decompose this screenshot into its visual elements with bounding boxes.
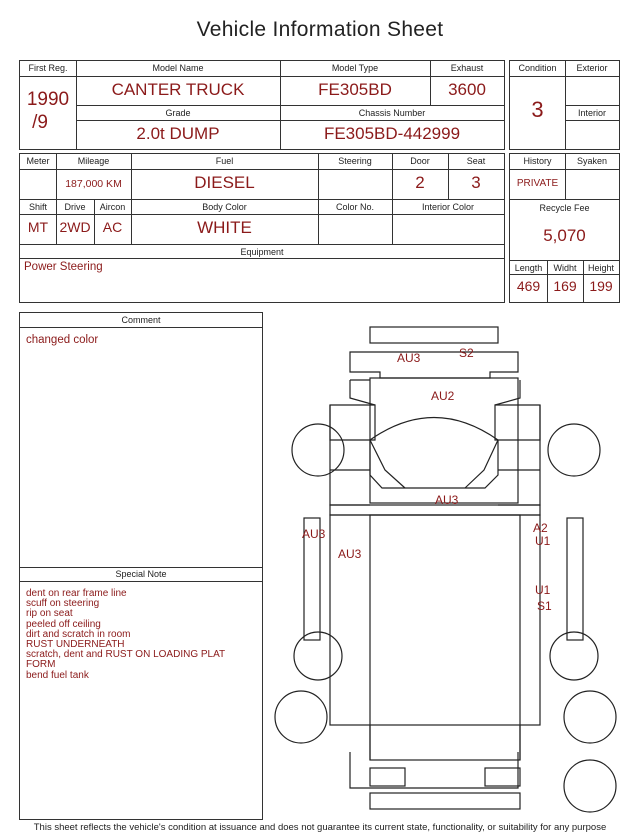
recycle-value: 5,070 bbox=[543, 226, 586, 245]
shift-value: MT bbox=[27, 219, 49, 235]
wheel-mid-left bbox=[294, 632, 342, 680]
recycle-label: Recycle Fee bbox=[539, 203, 590, 213]
width-label: Widht bbox=[553, 263, 577, 273]
equipment-value: Power Steering bbox=[24, 261, 103, 273]
seat-label: Seat bbox=[466, 156, 486, 166]
wheel-spare bbox=[564, 760, 616, 812]
steering-label: Steering bbox=[338, 156, 372, 166]
damage-marks bbox=[302, 346, 552, 613]
body-color-label: Body Color bbox=[202, 202, 247, 212]
comment-label: Comment bbox=[121, 315, 161, 325]
chassis-label: Chassis Number bbox=[358, 108, 426, 118]
width-value: 169 bbox=[553, 278, 577, 294]
special-note-line: scratch, dent and RUST ON LOADING PLAT bbox=[26, 649, 226, 661]
special-note-line: scuff on steering bbox=[26, 598, 100, 610]
wheel-rear-right bbox=[564, 691, 616, 743]
grade-label: Grade bbox=[165, 108, 191, 118]
aircon-label: Aircon bbox=[99, 202, 126, 212]
shift-label: Shift bbox=[28, 202, 47, 212]
interior-color-label: Interior Color bbox=[421, 202, 475, 212]
disclaimer-footer: This sheet reflects the vehicle's condition at issuance and does not guarantee its current state, functionality, or suitability for any purpose bbox=[33, 822, 607, 833]
sheet-title: Vehicle Information Sheet bbox=[196, 18, 444, 41]
aircon-value: AC bbox=[102, 219, 123, 235]
special-note-line: dirt and scratch in room bbox=[26, 628, 131, 640]
condition-label: Condition bbox=[518, 63, 557, 73]
length-value: 469 bbox=[516, 278, 541, 294]
equipment-label: Equipment bbox=[240, 247, 284, 257]
color-no-label: Color No. bbox=[335, 202, 374, 212]
grade-value: 2.0t DUMP bbox=[136, 124, 220, 143]
model-name-label: Model Name bbox=[152, 63, 204, 73]
exhaust-label: Exhaust bbox=[450, 63, 484, 73]
syaken-label: Syaken bbox=[576, 156, 608, 166]
special-note-line: FORM bbox=[26, 659, 56, 671]
first-reg-month: /9 bbox=[32, 112, 48, 133]
special-note-label: Special Note bbox=[115, 569, 167, 579]
wheel-front-right bbox=[548, 424, 600, 476]
history-label: History bbox=[523, 156, 552, 166]
mark-hood-au2: AU2 bbox=[431, 389, 455, 403]
special-note-line: RUST UNDERNEATH bbox=[26, 639, 125, 651]
height-label: Height bbox=[587, 263, 614, 273]
special-note-line: dent on rear frame line bbox=[26, 588, 127, 599]
condition-value: 3 bbox=[531, 97, 544, 122]
special-note-line: peeled off ceiling bbox=[26, 618, 101, 630]
interior-label: Interior bbox=[577, 108, 606, 118]
seat-value: 3 bbox=[471, 173, 481, 192]
wheel-front-left bbox=[292, 424, 344, 476]
meter-label: Meter bbox=[26, 156, 50, 166]
history-value: PRIVATE bbox=[516, 178, 559, 189]
mark-right-s1: S1 bbox=[537, 599, 552, 613]
drive-value: 2WD bbox=[59, 219, 91, 235]
door-label: Door bbox=[410, 156, 430, 166]
mark-bed-au3: AU3 bbox=[338, 547, 362, 561]
mark-cab-au3: AU3 bbox=[435, 493, 459, 507]
fuel-label: Fuel bbox=[215, 156, 234, 166]
mark-right-u1: U1 bbox=[535, 534, 551, 548]
wheels bbox=[275, 424, 616, 812]
first-reg-year: 1990 bbox=[26, 89, 70, 110]
special-note-list bbox=[26, 589, 225, 681]
exhaust-value: 3600 bbox=[448, 80, 486, 99]
mark-top-s2: S2 bbox=[459, 346, 474, 360]
model-type-value: FE305BD bbox=[318, 80, 392, 99]
body-color-value: WHITE bbox=[197, 218, 252, 237]
vehicle-details-box bbox=[19, 153, 505, 303]
mileage-label: Mileage bbox=[77, 156, 110, 166]
length-label: Length bbox=[514, 263, 543, 273]
mileage-value: 187,000 KM bbox=[65, 178, 122, 190]
history-box bbox=[509, 153, 620, 303]
special-note-line: rip on seat bbox=[26, 608, 73, 620]
condition-box bbox=[509, 60, 620, 150]
mark-top-au3: AU3 bbox=[397, 351, 421, 365]
mark-right-a2: A2 bbox=[533, 521, 548, 535]
mark-left-au3: AU3 bbox=[302, 527, 326, 541]
mark-right-u1b: U1 bbox=[535, 583, 551, 597]
chassis-value: FE305BD-442999 bbox=[323, 124, 461, 143]
door-value: 2 bbox=[415, 173, 425, 192]
first-reg-label: First Reg. bbox=[28, 63, 68, 73]
drive-label: Drive bbox=[64, 202, 86, 212]
top-info-box bbox=[19, 60, 505, 150]
model-name-value: CANTER TRUCK bbox=[111, 80, 245, 99]
height-value: 199 bbox=[589, 278, 613, 294]
comment-box bbox=[19, 312, 263, 820]
exterior-label: Exterior bbox=[576, 63, 608, 73]
vehicle-damage-diagram bbox=[270, 320, 630, 820]
comment-text: changed color bbox=[26, 334, 99, 346]
wheel-rear-left bbox=[275, 691, 327, 743]
model-type-label: Model Type bbox=[331, 63, 379, 73]
fuel-value: DIESEL bbox=[194, 173, 255, 192]
wheel-mid-right bbox=[550, 632, 598, 680]
special-note-line: bend fuel tank bbox=[26, 669, 89, 681]
